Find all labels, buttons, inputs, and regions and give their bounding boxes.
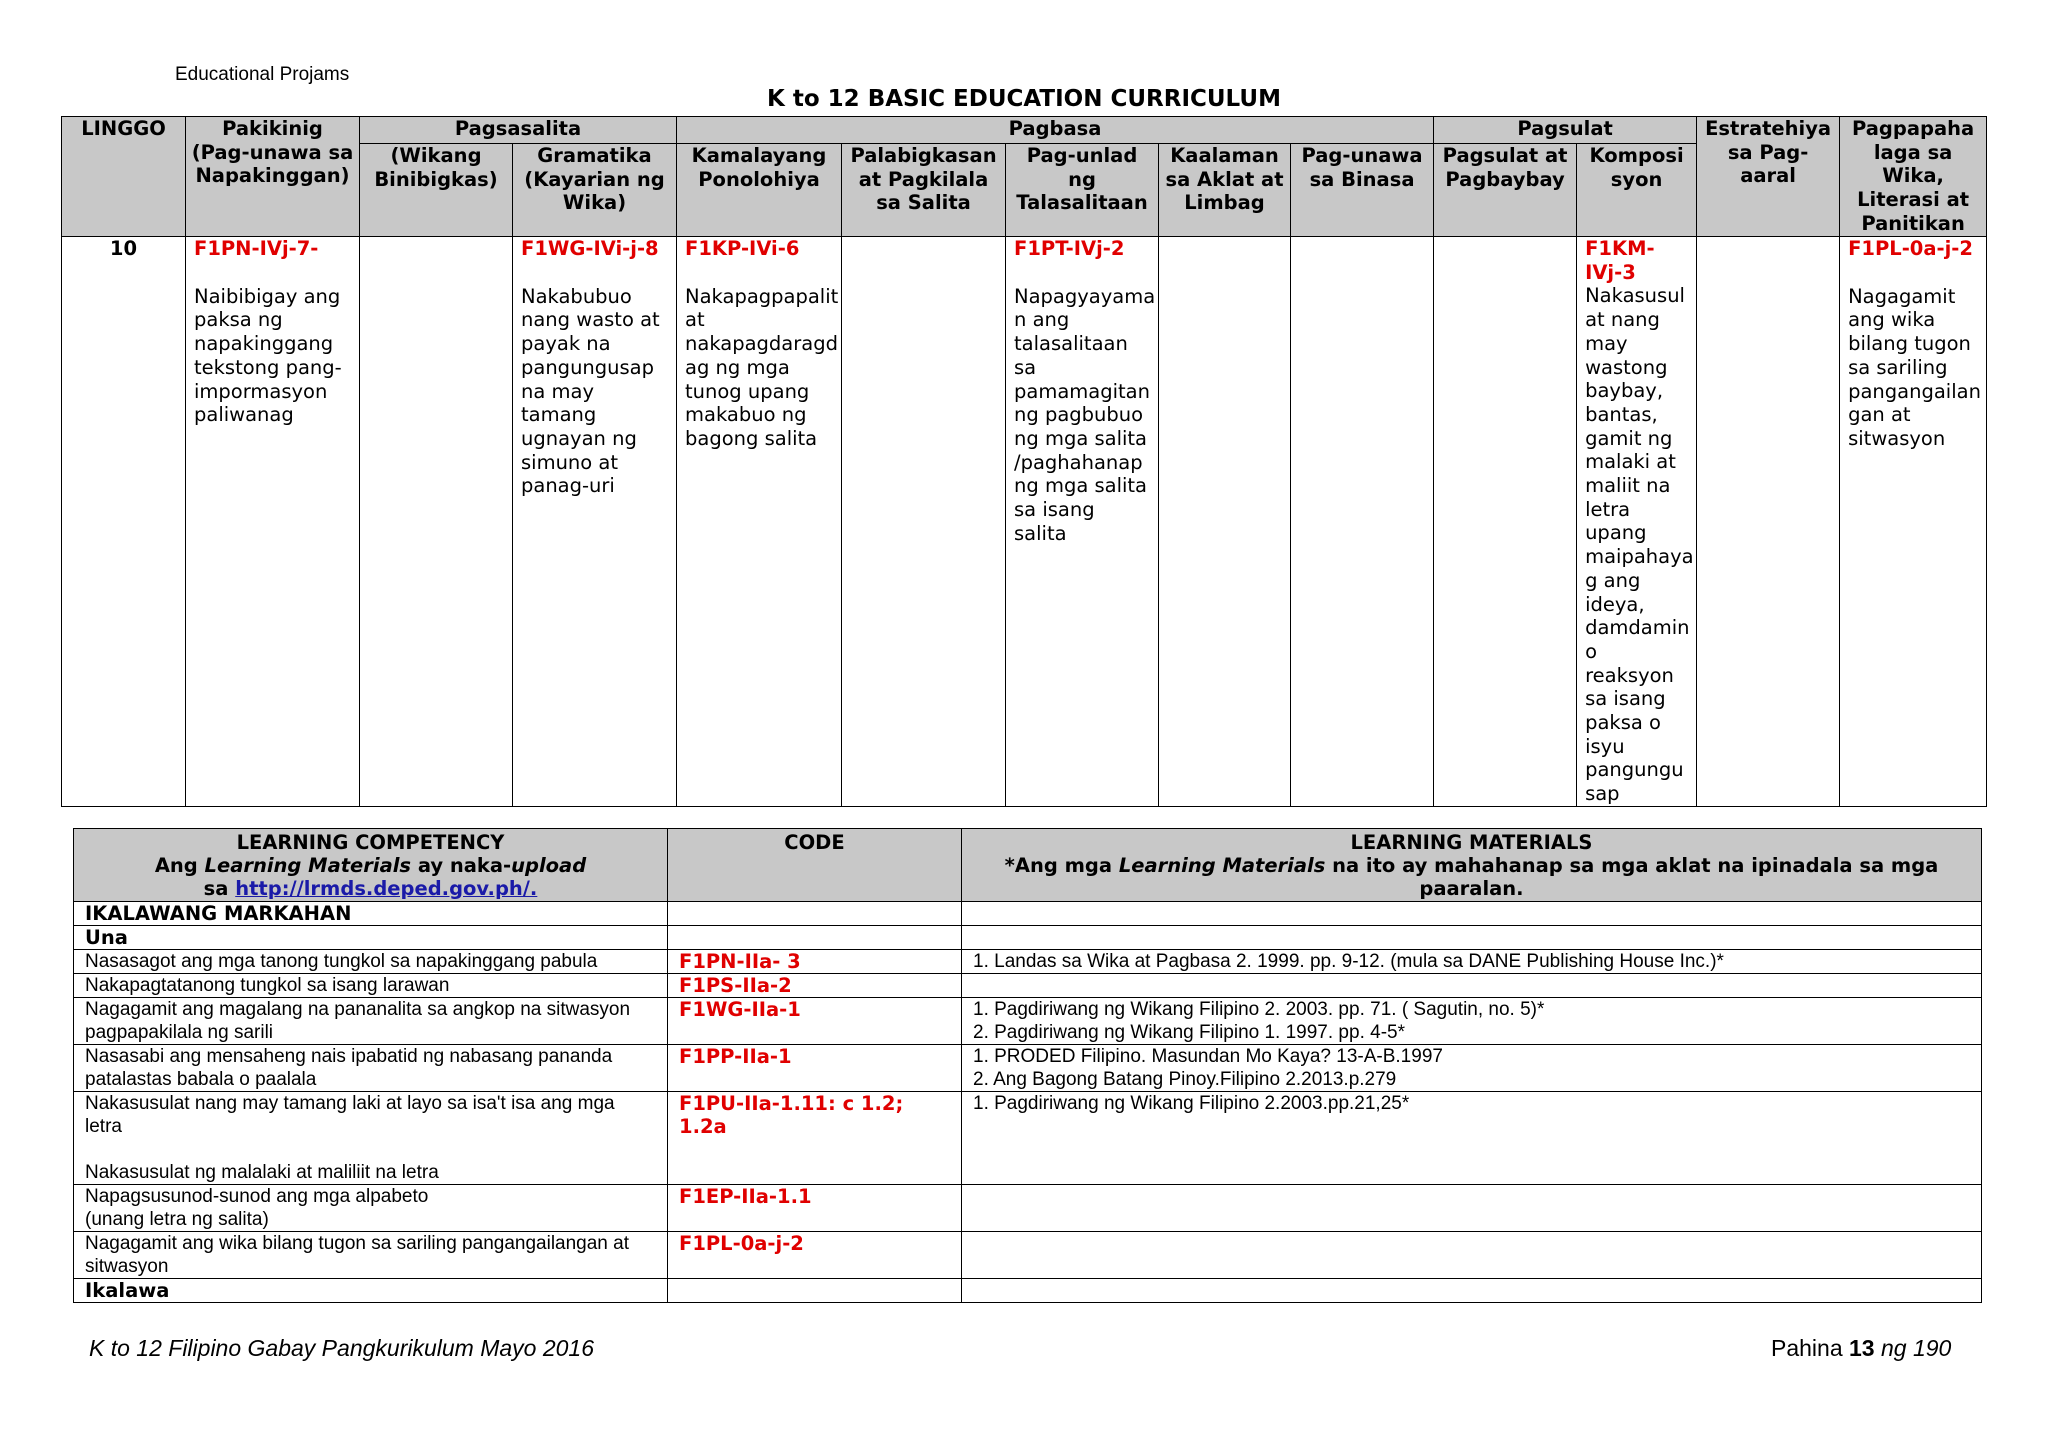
materials-cell: 1. Pagdiriwang ng Wikang Filipino 2. 2003. pp. 71. ( Sagutin, no. 5)* 2. Pagdiriwang ng Wikang Filipino 1. 1997. pp. 4-5* xyxy=(962,998,1982,1045)
competency-code: F1WG-IVi-j-8 xyxy=(521,237,659,260)
competency-cell: Nakapagtatanong tungkol sa isang larawan xyxy=(74,974,668,998)
header-kaalaman: Kaalaman sa Aklat at Limbag xyxy=(1159,144,1291,237)
lrmds-link[interactable]: http://lrmds.deped.gov.ph/. xyxy=(235,877,538,900)
header-gramatika: Gramatika (Kayarian ng Wika) xyxy=(513,144,677,237)
footer-title: K to 12 Filipino Gabay Pangkurikulum Mayo 2016 xyxy=(89,1335,595,1361)
section-row xyxy=(74,902,1982,926)
header-pagsasalita: Pagsasalita xyxy=(360,117,677,144)
competency-text: Nagagamit ang wika bilang tugon sa sariling pangangailan gan at sitwasyon xyxy=(1848,284,1981,450)
competency-cell: Napagsusunod-sunod ang mga alpabeto (unang letra ng salita) xyxy=(74,1185,668,1232)
palabigkasan-cell xyxy=(842,237,1006,807)
kaalaman-cell xyxy=(1159,237,1291,807)
competency-text: Nakabubuo nang wasto at payak na pangungusap na may tamang ugnayan ng simuno at panag-uri xyxy=(521,284,660,498)
kamalayang-cell xyxy=(677,237,842,807)
table-row xyxy=(74,950,1982,974)
competency-cell: Nagagamit ang wika bilang tugon sa sariling pangangailangan at sitwasyon xyxy=(74,1232,668,1279)
table-row xyxy=(74,1232,1982,1279)
week-cell: 10 xyxy=(62,237,186,807)
header-linggo: LINGGO xyxy=(62,117,186,237)
pagsulat-baybay-cell xyxy=(1434,237,1577,807)
materials-cell xyxy=(962,974,1982,998)
header-learning-competency: LEARNING COMPETENCY Ang Learning Materials ay naka-upload sa http://lrmds.deped.gov.ph/. xyxy=(74,829,668,902)
competency-cell: Nakasusulat nang may tamang laki at layo sa isa't isa ang mga letra Nakasusulat ng malalaki at maliliit na letra xyxy=(74,1092,668,1185)
competency-code: F1PL-0a-j-2 xyxy=(1848,237,1973,260)
header-code: CODE xyxy=(668,829,962,902)
code-cell: F1PS-IIa-2 xyxy=(668,974,962,998)
week-label: Una xyxy=(74,926,668,950)
gramatika-cell xyxy=(513,237,677,807)
header-komposisyon: Komposi syon xyxy=(1577,144,1697,237)
section-row xyxy=(74,1279,1982,1303)
watermark-text: Educational Projams xyxy=(175,64,350,85)
table-row xyxy=(74,974,1982,998)
competency-text: Naibibigay ang paksa ng napakinggang tekstong pang-impormasyon paliwanag xyxy=(194,284,342,427)
estratehiya-cell xyxy=(1697,237,1840,807)
header-wikang-binibigkas: (Wikang Binibigkas) xyxy=(360,144,513,237)
materials-cell: 1. Landas sa Wika at Pagbasa 2. 1999. pp. 9-12. (mula sa DANE Publishing House Inc.)* xyxy=(962,950,1982,974)
header-pagpapahalaga: Pagpapaha laga sa Wika, Literasi at Panitikan xyxy=(1840,117,1987,237)
pag-unlad-cell xyxy=(1006,237,1159,807)
table-row xyxy=(74,1092,1982,1185)
competency-cell: Nasasagot ang mga tanong tungkol sa napakinggang pabula xyxy=(74,950,668,974)
materials-cell xyxy=(962,1232,1982,1279)
competency-code: F1PN-IVj-7- xyxy=(194,237,319,260)
pakikinig-cell xyxy=(186,237,360,807)
page-title: K to 12 BASIC EDUCATION CURRICULUM xyxy=(767,86,1281,112)
header-kamalayang: Kamalayang Ponolohiya xyxy=(677,144,842,237)
pag-unawa-cell xyxy=(1291,237,1434,807)
table-row xyxy=(74,998,1982,1045)
table-row xyxy=(74,1185,1982,1232)
curriculum-table xyxy=(61,116,1987,807)
competency-code: F1KP-IVi-6 xyxy=(685,237,800,260)
header-learning-materials: LEARNING MATERIALS *Ang mga Learning Materials na ito ay mahahanap sa mga aklat na ipinadala sa mga paaralan. xyxy=(962,829,1982,902)
pagpapahalaga-cell xyxy=(1840,237,1987,807)
materials-cell: 1. PRODED Filipino. Masundan Mo Kaya? 13-A-B.1997 2. Ang Bagong Batang Pinoy.Filipino 2.2013.p.279 xyxy=(962,1045,1982,1092)
header-palabigkasan: Palabigkasan at Pagkilala sa Salita xyxy=(842,144,1006,237)
code-cell: F1PU-IIa-1.11: c 1.2; 1.2a xyxy=(668,1092,962,1185)
code-cell: F1PL-0a-j-2 xyxy=(668,1232,962,1279)
code-cell: F1EP-IIa-1.1 xyxy=(668,1185,962,1232)
competency-cell: Nagagamit ang magalang na pananalita sa angkop na sitwasyon pagpapakilala ng sarili xyxy=(74,998,668,1045)
header-pagsulat-baybay: Pagsulat at Pagbaybay xyxy=(1434,144,1577,237)
competency-text: Nakasusul at nang may wastong baybay, bantas, gamit ng malaki at maliit na letra upang maipahaya g ang ideya, damdamin o reaksyon sa isang paksa o isyu pangungu sap xyxy=(1585,284,1694,806)
komposisyon-cell xyxy=(1577,237,1697,807)
wikang-binibigkas-cell xyxy=(360,237,513,807)
code-cell: F1WG-IIa-1 xyxy=(668,998,962,1045)
competency-text: Napagyayama n ang talasalitaan sa pamamagitan ng pagbubuo ng mga salita /paghahanap ng mga salita sa isang salita xyxy=(1014,284,1156,545)
header-estratehiya: Estratehiya sa Pag-aaral xyxy=(1697,117,1840,237)
materials-cell xyxy=(962,1185,1982,1232)
code-cell: F1PP-IIa-1 xyxy=(668,1045,962,1092)
competency-cell: Nasasabi ang mensaheng nais ipabatid ng nabasang pananda patalastas babala o paalala xyxy=(74,1045,668,1092)
header-pag-unlad: Pag-unlad ng Talasalitaan xyxy=(1006,144,1159,237)
header-pakikinig: Pakikinig (Pag-unawa sa Napakinggan) xyxy=(186,117,360,237)
materials-cell: 1. Pagdiriwang ng Wikang Filipino 2.2003.pp.21,25* xyxy=(962,1092,1982,1185)
table-row xyxy=(62,237,1987,807)
header-pagbasa: Pagbasa xyxy=(677,117,1434,144)
section-row xyxy=(74,926,1982,950)
week-label: Ikalawa xyxy=(74,1279,668,1303)
competency-code: F1PT-IVj-2 xyxy=(1014,237,1125,260)
header-pagsulat: Pagsulat xyxy=(1434,117,1697,144)
competency-code: F1KM-IVj-3 xyxy=(1585,237,1655,284)
code-cell: F1PN-IIa- 3 xyxy=(668,950,962,974)
quarter-label: IKALAWANG MARKAHAN xyxy=(74,902,668,926)
table-row xyxy=(74,1045,1982,1092)
learning-competency-table xyxy=(73,828,1982,1303)
page-number: Pahina 13 ng 190 xyxy=(1771,1335,1952,1361)
header-pag-unawa: Pag-unawa sa Binasa xyxy=(1291,144,1434,237)
competency-text: Nakapagpapalit at nakapagdaragd ag ng mga tunog upang makabuo ng bagong salita xyxy=(685,284,839,450)
